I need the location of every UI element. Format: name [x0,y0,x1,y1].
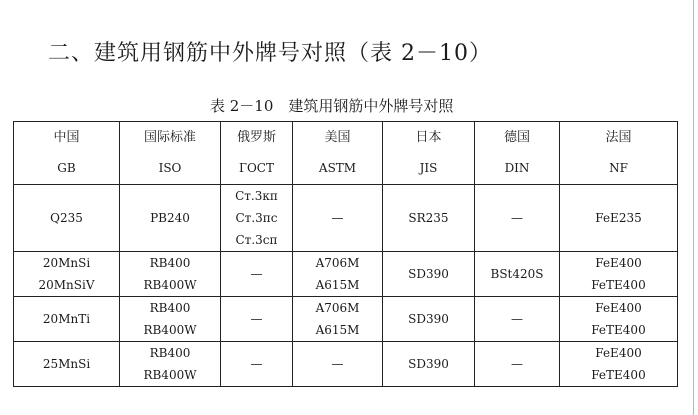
cell-nf: FeE235 [560,185,678,252]
col-header-astm: 美国 ASTM [293,122,383,185]
table-caption: 表 2－10 建筑用钢筋中外牌号对照 [210,97,454,115]
cell-jis: SD390 [383,297,475,342]
cell-astm: — [293,185,383,252]
cell-jis: SD390 [383,342,475,387]
col-header-gost: 俄罗斯 ГОСТ [221,122,293,185]
cell-gb: Q235 [14,185,120,252]
cell-nf: FeE400 FeTE400 [560,342,678,387]
cell-jis: SR235 [383,185,475,252]
cell-iso: RB400 RB400W [120,297,221,342]
cell-gb: 25MnSi [14,342,120,387]
cell-iso: RB400 RB400W [120,342,221,387]
col-header-gb: 中国 GB [14,122,120,185]
cell-din: — [475,342,560,387]
cell-astm: A706M A615M [293,252,383,297]
cell-nf: FeE400 FeTE400 [560,252,678,297]
cell-astm: A706M A615M [293,297,383,342]
cell-din: — [475,297,560,342]
cell-din: — [475,185,560,252]
page-edge-rule [693,0,694,415]
cell-iso: RB400 RB400W [120,252,221,297]
cell-gb: 20MnSi 20MnSiV [14,252,120,297]
cell-iso: PB240 [120,185,221,252]
table-row [14,342,678,387]
col-header-iso: 国际标准 ISO [120,122,221,185]
cell-gost: — [221,297,293,342]
cell-din: BSt420S [475,252,560,297]
section-title: 二、建筑用钢筋中外牌号对照（表 2－10） [48,41,492,66]
cell-astm: — [293,342,383,387]
steel-grade-table [13,121,678,387]
table-row [14,252,678,297]
cell-gost: — [221,252,293,297]
cell-gost: Ст.3кп Ст.3пс Ст.3сп [221,185,293,252]
table-row [14,297,678,342]
col-header-jis: 日本 JIS [383,122,475,185]
cell-nf: FeE400 FeTE400 [560,297,678,342]
col-header-nf: 法国 NF [560,122,678,185]
col-header-din: 德国 DIN [475,122,560,185]
table-header-row [14,122,678,185]
cell-jis: SD390 [383,252,475,297]
cell-gb: 20MnTi [14,297,120,342]
table-row [14,185,678,252]
cell-gost: — [221,342,293,387]
